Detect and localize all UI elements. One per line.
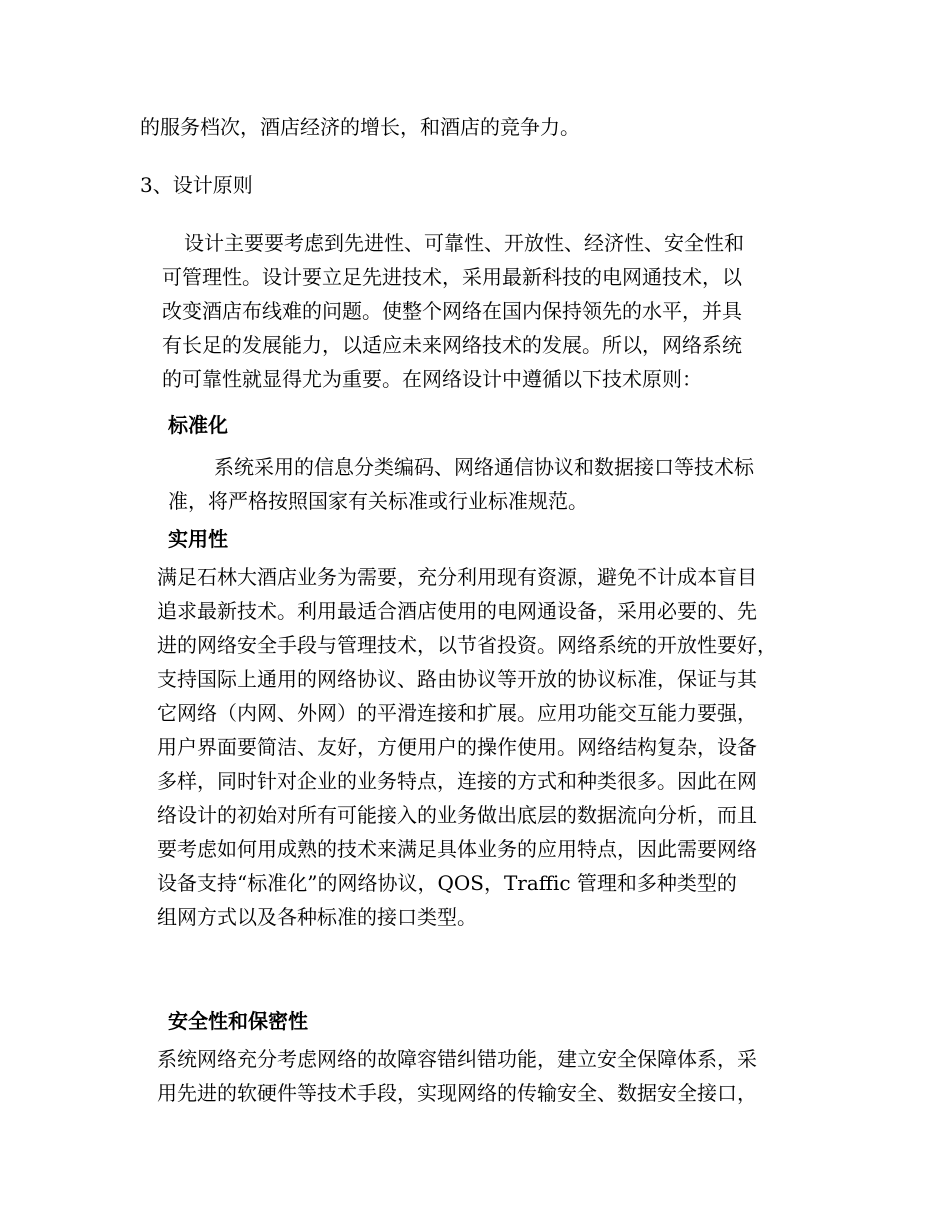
paragraph-line: 要考虑如何用成熟的技术来满足具体业务的应用特点，因此需要网络 — [157, 837, 757, 861]
paragraph-line: 有长足的发展能力，以适应未来网络技术的发展。所以，网络系统 — [162, 333, 742, 357]
paragraph-line: 设计主要要考虑到先进性、可靠性、开放性、经济性、安全性和 — [184, 231, 744, 255]
paragraph-line: 络设计的初始对所有可能接入的业务做出底层的数据流向分析，而且 — [157, 803, 757, 827]
standardization-heading: 标准化 — [168, 413, 228, 437]
section-title: 3、设计原则 — [140, 173, 253, 197]
paragraph-line: 追求最新技术。利用最适合酒店使用的电网通设备，采用必要的、先 — [157, 599, 757, 623]
paragraph-line: 多样，同时针对企业的业务特点，连接的方式和种类很多。因此在网 — [157, 769, 757, 793]
security-heading: 安全性和保密性 — [168, 1009, 308, 1033]
practicality-heading: 实用性 — [168, 527, 228, 551]
paragraph-line: 组网方式以及各种标准的接口类型。 — [157, 905, 477, 929]
paragraph-line: 用先进的软硬件等技术手段，实现网络的传输安全、数据安全接口， — [157, 1081, 757, 1105]
paragraph-line: 进的网络安全手段与管理技术，以节省投资。网络系统的开放性要好， — [157, 633, 777, 657]
paragraph-line: 支持国际上通用的网络协议、路由协议等开放的协议标准，保证与其 — [157, 667, 757, 691]
paragraph-line: 的可靠性就显得尤为重要。在网络设计中遵循以下技术原则： — [162, 367, 702, 391]
intro-line: 的服务档次，酒店经济的增长，和酒店的竞争力。 — [140, 115, 580, 139]
paragraph-line: 可管理性。设计要立足先进技术，采用最新科技的电网通技术，以 — [162, 265, 742, 289]
paragraph-line: 它网络（内网、外网）的平滑连接和扩展。应用功能交互能力要强， — [157, 701, 757, 725]
paragraph-line: 用户界面要简洁、友好，方便用户的操作使用。网络结构复杂，设备 — [157, 735, 757, 759]
paragraph-line: 系统网络充分考虑网络的故障容错纠错功能，建立安全保障体系，采 — [157, 1047, 757, 1071]
paragraph-line: 设备支持“标准化”的网络协议，QOS，Traffic 管理和多种类型的 — [157, 871, 737, 895]
paragraph-line: 准，将严格按照国家有关标准或行业标准规范。 — [168, 489, 588, 513]
paragraph-line: 满足石林大酒店业务为需要，充分利用现有资源，避免不计成本盲目 — [157, 565, 757, 589]
paragraph-line: 系统采用的信息分类编码、网络通信协议和数据接口等技术标 — [214, 455, 754, 479]
paragraph-line: 改变酒店布线难的问题。使整个网络在国内保持领先的水平，并具 — [162, 299, 742, 323]
